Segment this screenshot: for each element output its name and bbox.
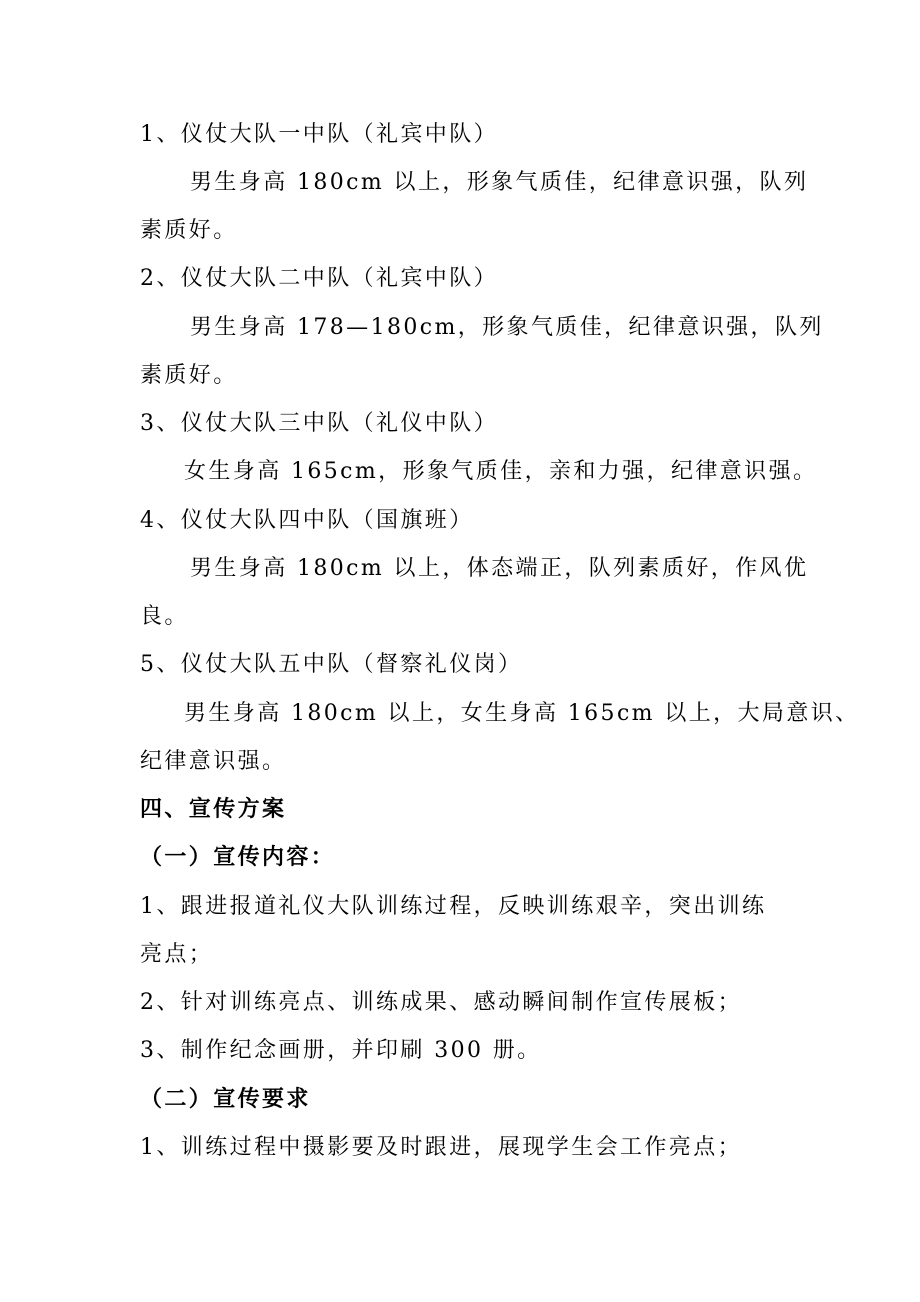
item-squadron-3-requirement: 女生身高 165cm，形象气质佳，亲和力强，纪律意识强。	[184, 459, 818, 484]
subsection-heading-publicity-content: （一）宣传内容：	[140, 845, 336, 870]
publicity-content-item-1-cont: 亮点；	[140, 942, 214, 967]
item-squadron-4-title: 4、仪仗大队四中队（国旗班）	[140, 508, 474, 533]
item-squadron-5-requirement: 男生身高 180cm 以上，女生身高 165cm 以上，大局意识、	[184, 701, 860, 726]
item-squadron-1-requirement-cont: 素质好。	[140, 218, 238, 243]
publicity-content-item-1: 1、跟进报道礼仪大队训练过程，反映训练艰辛，突出训练	[140, 894, 767, 919]
item-squadron-5-requirement-cont: 纪律意识强。	[140, 749, 287, 774]
item-squadron-4-requirement: 男生身高 180cm 以上，体态端正，队列素质好，作风优	[190, 556, 809, 581]
item-squadron-4-requirement-cont: 良。	[140, 604, 189, 629]
item-squadron-1-title: 1、仪仗大队一中队（礼宾中队）	[140, 122, 498, 147]
item-squadron-3-title: 3、仪仗大队三中队（礼仪中队）	[140, 411, 498, 436]
subsection-heading-publicity-requirements: （二）宣传要求	[140, 1087, 311, 1112]
publicity-requirement-item-1: 1、训练过程中摄影要及时跟进，展现学生会工作亮点；	[140, 1135, 742, 1160]
item-squadron-2-requirement: 男生身高 178—180cm，形象气质佳，纪律意识强，队列	[190, 315, 824, 340]
section-heading-publicity-plan: 四、宣传方案	[140, 797, 287, 822]
publicity-content-item-2: 2、针对训练亮点、训练成果、感动瞬间制作宣传展板；	[140, 990, 742, 1015]
item-squadron-5-title: 5、仪仗大队五中队（督察礼仪岗）	[140, 652, 523, 677]
item-squadron-2-title: 2、仪仗大队二中队（礼宾中队）	[140, 266, 498, 291]
item-squadron-1-requirement: 男生身高 180cm 以上，形象气质佳，纪律意识强，队列	[190, 170, 809, 195]
publicity-content-item-3: 3、制作纪念画册，并印刷 300 册。	[140, 1038, 542, 1063]
item-squadron-2-requirement-cont: 素质好。	[140, 363, 238, 388]
